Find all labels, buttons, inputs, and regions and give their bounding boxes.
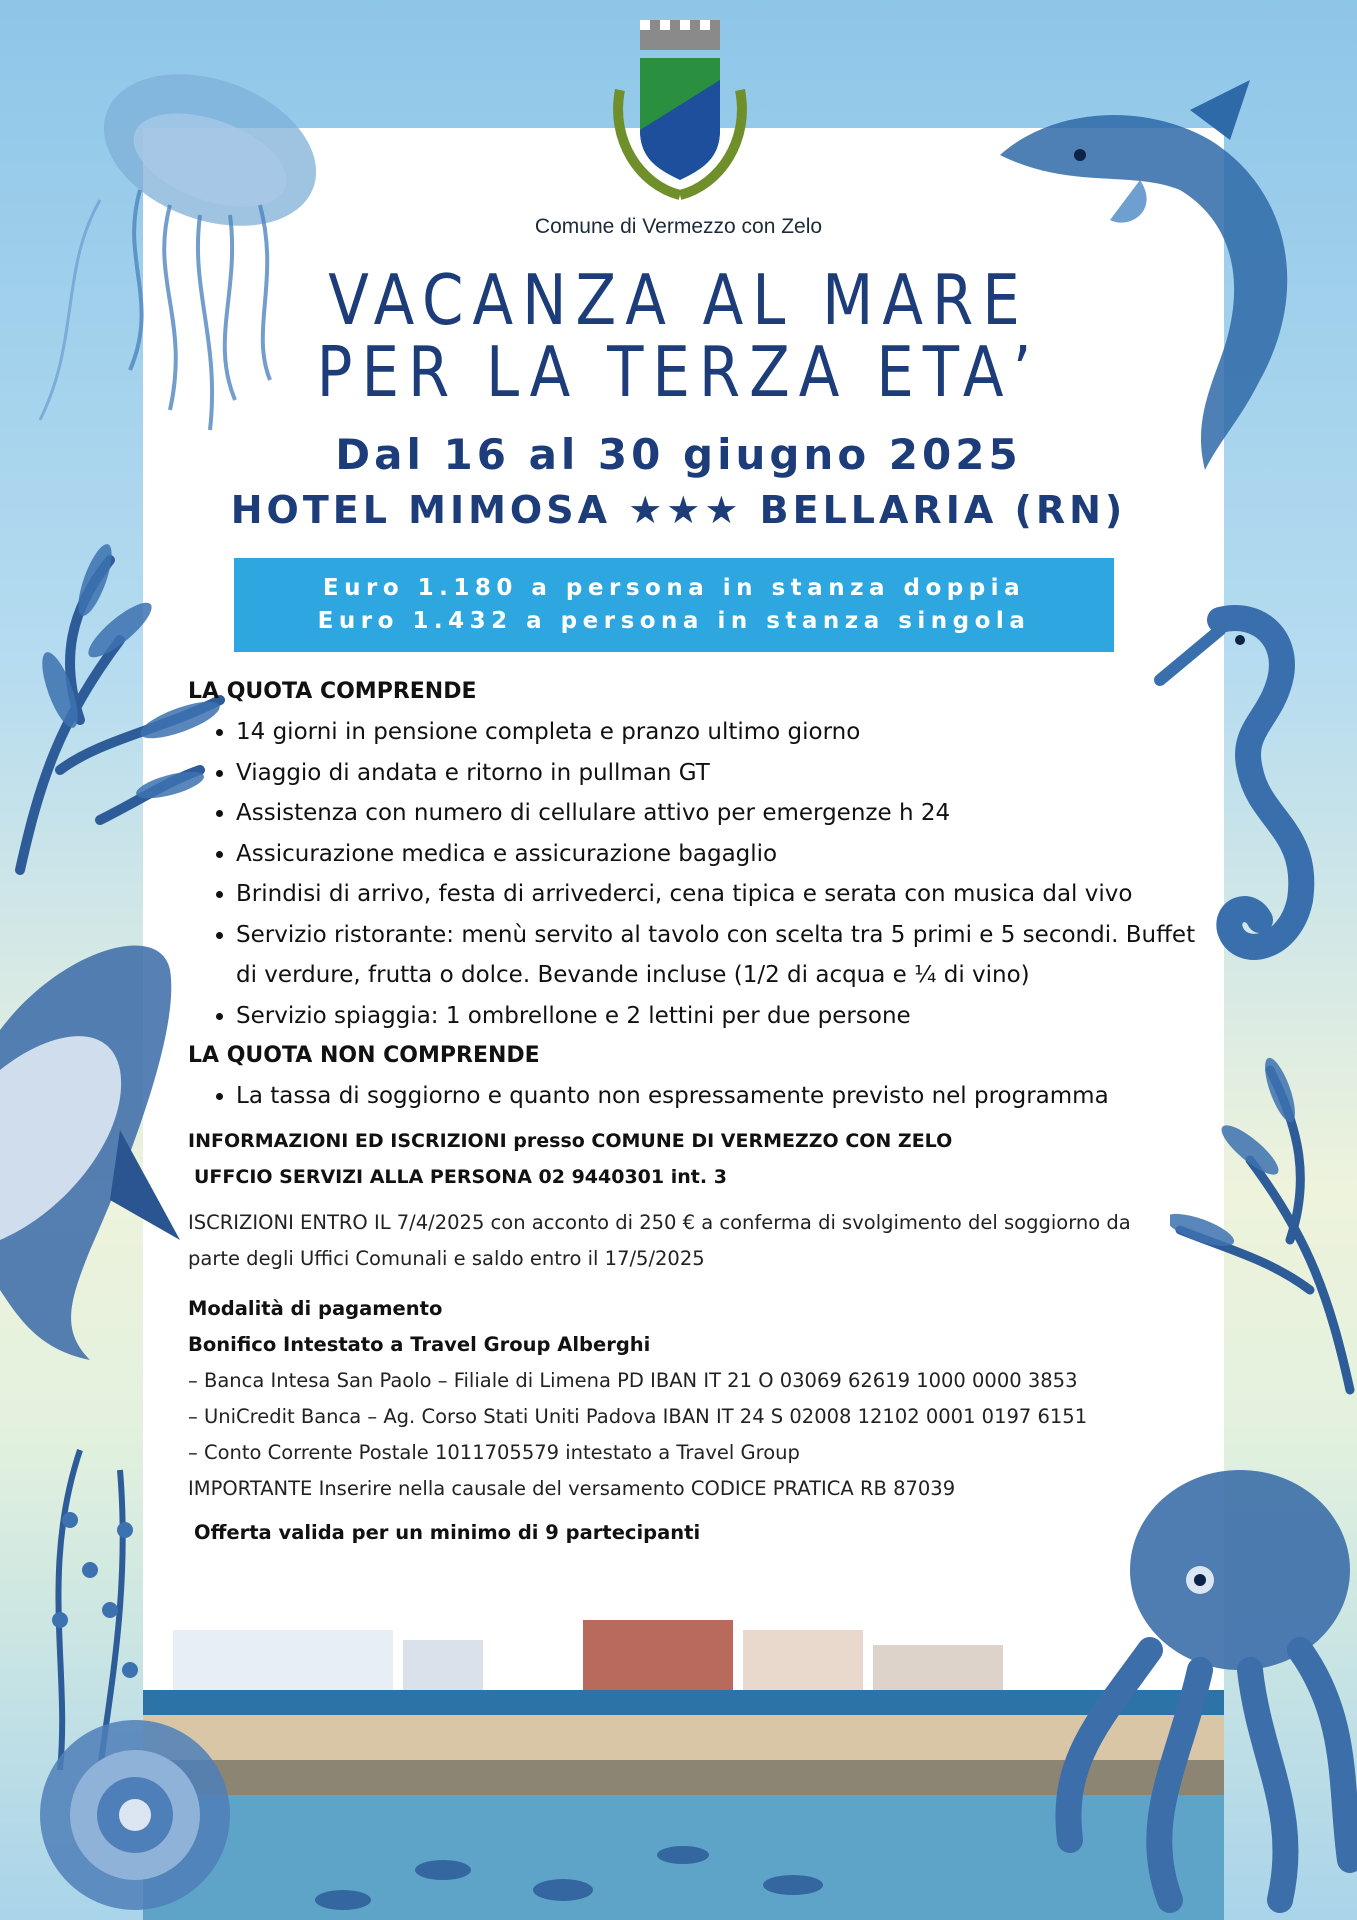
title-line-1: VACANZA AL MARE: [328, 260, 1029, 341]
municipality-name: Comune di Vermezzo con Zelo: [534, 215, 823, 238]
list-item: • Brindisi di arrivo, festa di arrivederci, cena tipica e serata con musica dal vivo: [236, 874, 1218, 915]
list-item: • Assicurazione medica e assicurazione bagaglio: [236, 834, 1218, 875]
price-double: Euro 1.180 a persona in stanza doppia: [322, 575, 1026, 601]
list-item: • La tassa di soggiorno e quanto non espressamente previsto nel programma: [236, 1076, 1218, 1117]
includes-list: [188, 712, 1218, 1036]
trip-dates: Dal 16 al 30 giugno 2025: [335, 430, 1022, 479]
list-item: • Assistenza con numero di cellulare attivo per emergenze h 24: [236, 793, 1218, 834]
whale-illustration: [0, 910, 190, 1370]
shell-illustration: [20, 1700, 250, 1920]
offer-note: Offerta valida per un minimo di 9 partecipanti: [194, 1520, 701, 1544]
municipal-coat-of-arms: [600, 20, 760, 205]
list-item: • 14 giorni in pensione completa e pranzo ultimo giorno: [236, 712, 1218, 753]
list-item: • Servizio ristorante: menù servito al tavolo con scelta tra 5 primi e 5 secondi. Buffet di verdure, frutta o dolce. Bevande incluse (1/2 di acqua e ¼ di vino): [236, 915, 1218, 996]
excludes-heading: LA QUOTA NON COMPRENDE: [188, 1043, 540, 1068]
payment-line: IMPORTANTE Inserire nella causale del versamento CODICE PRATICA RB 87039: [188, 1476, 956, 1500]
title-line-2: PER LA TERZA ETA’: [316, 332, 1041, 413]
price-box: [234, 558, 1114, 652]
details-section: [188, 672, 1218, 1551]
payment-line: – Banca Intesa San Paolo – Filiale di Limena PD IBAN IT 21 O 03069 62619 1000 0000 3853: [188, 1368, 1078, 1392]
list-item: • Viaggio di andata e ritorno in pullman GT: [236, 753, 1218, 794]
payment-line: – UniCredit Banca – Ag. Corso Stati Uniti Padova IBAN IT 24 S 02008 12102 0001 0197 6151: [188, 1404, 1088, 1428]
excludes-list: [188, 1076, 1218, 1117]
info-line-1: INFORMAZIONI ED ISCRIZIONI presso COMUNE DI VERMEZZO CON ZELO: [188, 1129, 953, 1152]
info-line-2: UFFCIO SERVIZI ALLA PERSONA 02 9440301 int. 3: [194, 1165, 727, 1188]
hotel-name: HOTEL MIMOSA ★★★ BELLARIA (RN): [230, 488, 1127, 532]
registration-deadline: ISCRIZIONI ENTRO IL 7/4/2025 con acconto di 250 € a conferma di svolgimento del soggiorno da parte degli Uffici Comunali e saldo entro il 17/5/2025: [188, 1210, 1131, 1270]
includes-heading: LA QUOTA COMPRENDE: [188, 679, 477, 704]
list-item: • Servizio spiaggia: 1 ombrellone e 2 lettini per due persone: [236, 996, 1218, 1037]
price-single: Euro 1.432 a persona in stanza singola: [317, 608, 1031, 634]
payment-line: – Conto Corrente Postale 1011705579 intestato a Travel Group: [188, 1440, 800, 1464]
payment-subheading: Bonifico Intestato a Travel Group Alberghi: [188, 1332, 651, 1356]
info-contact: [188, 1123, 1218, 1195]
payment-heading: Modalità di pagamento: [188, 1296, 443, 1320]
